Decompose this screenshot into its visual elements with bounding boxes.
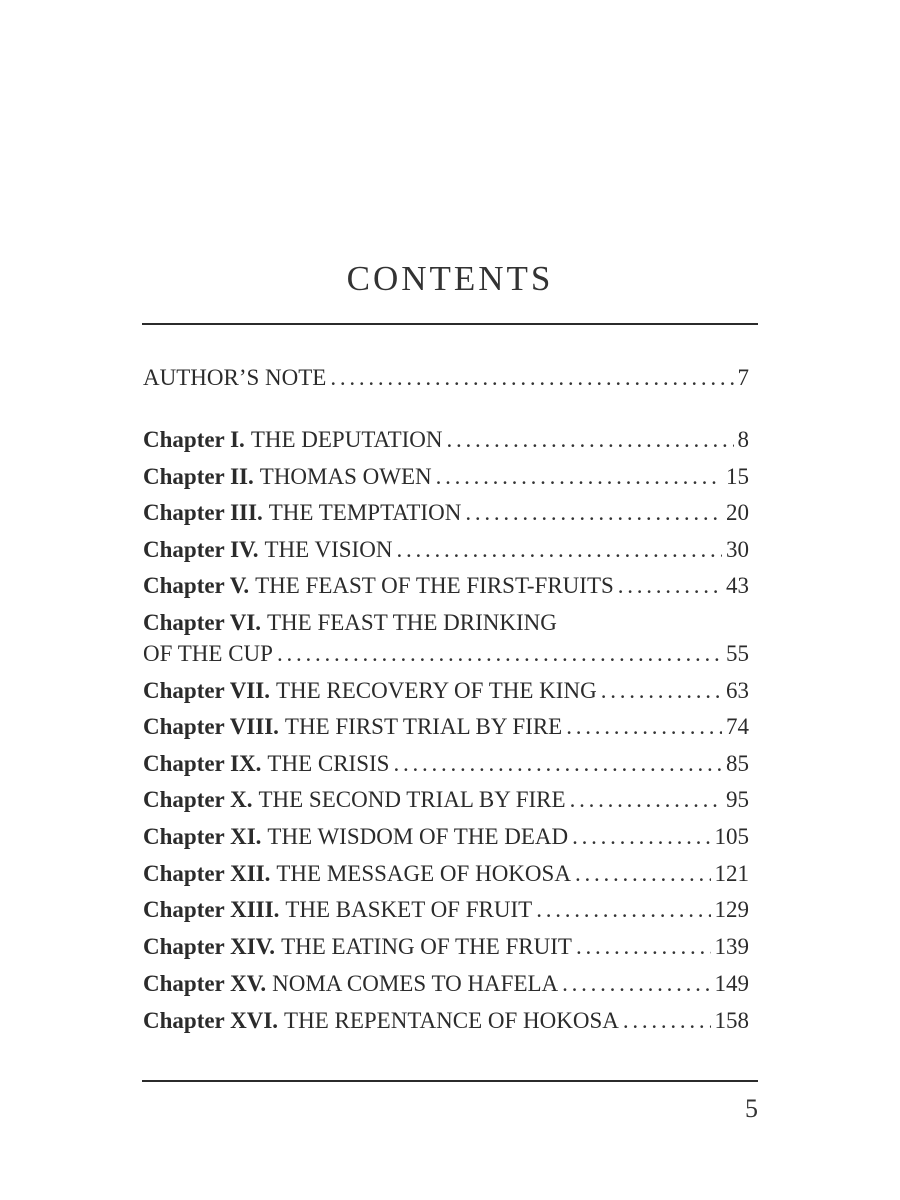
- dot-leader: [396, 535, 722, 565]
- chapter-title-continued: OF THE CUP: [143, 641, 273, 666]
- dot-leader: [536, 895, 710, 925]
- dot-leader: [575, 859, 711, 889]
- chapter-title: THOMAS OWEN: [259, 464, 432, 489]
- toc-entry-chapter-6[interactable]: [143, 608, 749, 638]
- toc-entry-chapter-9[interactable]: [143, 749, 749, 779]
- chapter-title: THE FIRST TRIAL BY FIRE: [284, 714, 563, 739]
- toc-entry-chapter-3[interactable]: [143, 498, 749, 528]
- toc-entry-chapter-14[interactable]: [143, 932, 749, 962]
- chapter-number: Chapter VIII.: [143, 714, 279, 739]
- chapter-page: 105: [714, 824, 749, 849]
- dot-leader: [566, 712, 722, 742]
- chapter-title: THE TEMPTATION: [268, 500, 462, 525]
- chapter-title: THE RECOVERY OF THE KING: [275, 678, 597, 703]
- chapter-number: Chapter VI.: [143, 610, 261, 635]
- toc-entry-page: 7: [737, 365, 749, 390]
- toc-entry-chapter-5[interactable]: [143, 571, 749, 601]
- toc-entry-authors-note[interactable]: [143, 363, 749, 393]
- dot-leader: [447, 425, 734, 455]
- chapter-number: Chapter IX.: [143, 751, 262, 776]
- dot-leader: [570, 785, 722, 815]
- chapter-title: THE FEAST OF THE FIRST-FRUITS: [255, 573, 614, 598]
- dot-leader: [623, 1006, 711, 1036]
- dot-leader: [277, 639, 722, 669]
- page-title: CONTENTS: [346, 259, 554, 298]
- chapter-title: THE BASKET OF FRUIT: [285, 897, 533, 922]
- chapter-number: Chapter VII.: [143, 678, 270, 703]
- dot-leader: [618, 571, 722, 601]
- chapter-number: Chapter II.: [143, 464, 254, 489]
- chapter-number: Chapter XVI.: [143, 1008, 279, 1033]
- chapter-page: 20: [726, 500, 749, 525]
- toc-entry-chapter-11[interactable]: [143, 822, 749, 852]
- chapter-title: THE REPENTANCE OF HOKOSA: [284, 1008, 619, 1033]
- toc-entry-chapter-2[interactable]: [143, 462, 749, 492]
- toc-entry-title: AUTHOR’S NOTE: [143, 365, 327, 390]
- dot-leader: [562, 969, 710, 999]
- dot-leader: [465, 498, 722, 528]
- chapter-page: 158: [714, 1008, 749, 1033]
- toc-entry-chapter-10[interactable]: [143, 785, 749, 815]
- chapter-title: THE WISDOM OF THE DEAD: [267, 824, 569, 849]
- chapter-title: THE FEAST THE DRINKING: [267, 610, 557, 635]
- chapter-page: 74: [726, 714, 749, 739]
- dot-leader: [572, 822, 710, 852]
- chapter-title: THE MESSAGE OF HOKOSA: [276, 861, 571, 886]
- toc-entry-chapter-7[interactable]: [143, 676, 749, 706]
- dot-leader: [576, 932, 711, 962]
- chapter-title: NOMA COMES TO HAFELA: [272, 971, 559, 996]
- toc-entry-chapter-6-cont[interactable]: [143, 639, 749, 669]
- chapter-title: THE VISION: [264, 537, 393, 562]
- dot-leader: [393, 749, 722, 779]
- toc-entry-chapter-13[interactable]: [143, 895, 749, 925]
- chapter-number: Chapter III.: [143, 500, 263, 525]
- chapter-page: 121: [714, 861, 749, 886]
- chapter-number: Chapter IV.: [143, 537, 259, 562]
- toc-entry-chapter-16[interactable]: [143, 1006, 749, 1036]
- chapter-title: THE CRISIS: [267, 751, 390, 776]
- chapter-page: 149: [714, 971, 749, 996]
- dot-leader: [601, 676, 722, 706]
- chapter-title: THE DEPUTATION: [250, 427, 443, 452]
- chapter-number: Chapter V.: [143, 573, 250, 598]
- chapter-title: THE EATING OF THE FRUIT: [281, 934, 572, 959]
- chapter-number: Chapter XII.: [143, 861, 271, 886]
- toc-entry-chapter-12[interactable]: [143, 859, 749, 889]
- toc-entry-chapter-1[interactable]: [143, 425, 749, 455]
- toc-entry-chapter-8[interactable]: [143, 712, 749, 742]
- chapter-page: 63: [726, 678, 749, 703]
- chapter-page: 8: [737, 427, 749, 452]
- dot-leader: [436, 462, 722, 492]
- dot-leader: [330, 363, 733, 393]
- chapter-page: 129: [714, 897, 749, 922]
- toc-entry-chapter-4[interactable]: [143, 535, 749, 565]
- chapter-page: 139: [714, 934, 749, 959]
- bottom-rule: [142, 1080, 758, 1082]
- chapter-number: Chapter XIV.: [143, 934, 276, 959]
- chapter-page: 55: [726, 641, 749, 666]
- chapter-page: 85: [726, 751, 749, 776]
- chapter-number: Chapter XV.: [143, 971, 267, 996]
- page-number: 5: [745, 1094, 758, 1123]
- chapter-number: Chapter X.: [143, 787, 253, 812]
- chapter-page: 15: [726, 464, 749, 489]
- chapter-page: 43: [726, 573, 749, 598]
- chapter-page: 95: [726, 787, 749, 812]
- chapter-number: Chapter XIII.: [143, 897, 280, 922]
- chapter-title: THE SECOND TRIAL BY FIRE: [258, 787, 566, 812]
- chapter-page: 30: [726, 537, 749, 562]
- toc-entry-chapter-15[interactable]: [143, 969, 749, 999]
- chapter-number: Chapter XI.: [143, 824, 262, 849]
- top-rule: [142, 323, 758, 325]
- chapter-number: Chapter I.: [143, 427, 245, 452]
